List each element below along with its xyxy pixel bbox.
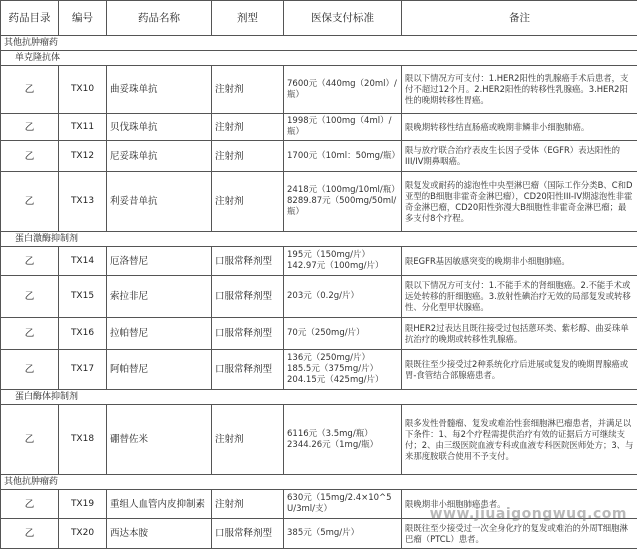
code-cell: TX19 (59, 490, 107, 519)
price-cell (284, 141, 402, 172)
price-line: 1700元（10ml：50mg/瓶） (287, 151, 398, 162)
table-row (1, 114, 637, 141)
header-payment-standard: 医保支付标准 (284, 1, 402, 36)
remarks-cell: 限既往至少接受过一次全身化疗的复发或难治的外周T细胞淋巴瘤（PTCL）患者。 (402, 519, 637, 549)
subsection-title: 单克隆抗体 (1, 51, 637, 66)
table-row (1, 519, 637, 549)
catalog-cell: 乙 (1, 519, 59, 549)
price-line: 2344.26元（1mg/瓶） (287, 440, 398, 451)
catalog-cell: 乙 (1, 276, 59, 318)
dosage-form-cell: 注射剂 (212, 405, 284, 475)
header-drug-name: 药品名称 (107, 1, 212, 36)
price-line: 185.5元（375mg/片） (287, 364, 398, 375)
table-row (1, 350, 637, 390)
price-cell (284, 318, 402, 350)
dosage-form-cell: 口服常释剂型 (212, 276, 284, 318)
dosage-form-cell: 口服常释剂型 (212, 318, 284, 350)
dosage-form-cell: 注射剂 (212, 490, 284, 519)
remarks-cell: 限复发或耐药的滤泡性中央型淋巴瘤（国际工作分类B、C和D亚型的B细胞非霍奇金淋巴瘤），CD20阳性III-IV期滤泡性非霍奇金淋巴瘤，CD20阳性弥漫大B细胞性非霍奇金淋巴瘤；最多支付8个疗程。 (402, 172, 637, 232)
dosage-form-cell: 注射剂 (212, 141, 284, 172)
subsection-title: 蛋白酶体抑制剂 (1, 390, 637, 405)
remarks-cell: 限与放疗联合治疗表皮生长因子受体（EGFR）表达阳性的III/IV期鼻咽癌。 (402, 141, 637, 172)
price-cell (284, 66, 402, 114)
table-row (1, 141, 637, 172)
price-cell (284, 114, 402, 141)
code-cell: TX16 (59, 318, 107, 350)
drug-name-cell: 阿帕替尼 (107, 350, 212, 390)
subsection-row (1, 51, 637, 66)
remarks-cell: 限既往至少接受过2种系统化疗后进展或复发的晚期胃腺癌或胃-食管结合部腺癌患者。 (402, 350, 637, 390)
price-line: 195元（150mg/片） (287, 250, 398, 261)
remarks-cell: 限以下情况方可支付：1.不能手术的肾细胞癌。2.不能手术或远处转移的肝细胞癌。3.放射性碘治疗无效的局部复发或转移性、分化型甲状腺癌。 (402, 276, 637, 318)
section-title: 其他抗肿瘤药 (1, 475, 637, 490)
remarks-cell: 限晚期转移性结直肠癌或晚期非鳞非小细胞肺癌。 (402, 114, 637, 141)
header-catalog: 药品目录 (1, 1, 59, 36)
remarks-cell: 限HER2过表达且既往接受过包括蒽环类、紫杉醇、曲妥珠单抗治疗的晚期或转移性乳腺癌。 (402, 318, 637, 350)
table-row (1, 66, 637, 114)
subsection-title: 蛋白激酶抑制剂 (1, 232, 637, 247)
drug-name-cell: 西达本胺 (107, 519, 212, 549)
code-cell: TX12 (59, 141, 107, 172)
price-cell (284, 350, 402, 390)
table-row (1, 405, 637, 475)
price-line: 385元（5mg/片） (287, 528, 398, 539)
code-cell: TX15 (59, 276, 107, 318)
drug-name-cell: 索拉非尼 (107, 276, 212, 318)
code-cell: TX20 (59, 519, 107, 549)
drug-name-cell: 曲妥珠单抗 (107, 66, 212, 114)
dosage-form-cell: 口服常释剂型 (212, 519, 284, 549)
price-cell (284, 519, 402, 549)
price-cell (284, 172, 402, 232)
code-cell: TX13 (59, 172, 107, 232)
catalog-cell: 乙 (1, 172, 59, 232)
code-cell: TX10 (59, 66, 107, 114)
price-cell (284, 247, 402, 276)
price-line: 1998元（100mg（4ml）/瓶） (287, 116, 398, 138)
price-cell (284, 276, 402, 318)
catalog-cell: 乙 (1, 318, 59, 350)
code-cell: TX14 (59, 247, 107, 276)
section-row (1, 475, 637, 490)
header-code: 编号 (59, 1, 107, 36)
price-line: 630元（15mg/2.4×10^5 U/3ml/支） (287, 493, 398, 515)
drug-name-cell: 厄洛替尼 (107, 247, 212, 276)
dosage-form-cell: 注射剂 (212, 114, 284, 141)
catalog-cell: 乙 (1, 490, 59, 519)
price-line: 142.97元（100mg/片） (287, 261, 398, 272)
price-line: 2418元（100mg/10ml/瓶） (287, 185, 398, 196)
table-row (1, 318, 637, 350)
drug-name-cell: 硼替佐米 (107, 405, 212, 475)
dosage-form-cell: 注射剂 (212, 172, 284, 232)
remarks-cell: 限晚期非小细胞肺癌患者。 (402, 490, 637, 519)
code-cell: TX17 (59, 350, 107, 390)
remarks-cell: 限多发性骨髓瘤、复发或难治性套细胞淋巴瘤患者，并满足以下条件：1、每2个疗程需提供治疗有效的证据后方可继续支付；2、由三级医院血液专科或血液专科医院医师处方；3、与来那度胺联合使用不予支付。 (402, 405, 637, 475)
table-row (1, 276, 637, 318)
header-row (1, 1, 637, 36)
catalog-cell: 乙 (1, 247, 59, 276)
price-cell (284, 405, 402, 475)
price-line: 136元（250mg/片） (287, 353, 398, 364)
section-row (1, 36, 637, 51)
catalog-cell: 乙 (1, 114, 59, 141)
drug-name-cell: 重组人血管内皮抑制素 (107, 490, 212, 519)
watermark: www.jiuaigongwuq.com (430, 506, 627, 522)
catalog-cell: 乙 (1, 141, 59, 172)
price-line: 204.15元（425mg/片） (287, 375, 398, 386)
code-cell: TX11 (59, 114, 107, 141)
table-row (1, 247, 637, 276)
section-title: 其他抗肿瘤药 (1, 36, 637, 51)
price-line: 6116元（3.5mg/瓶） (287, 429, 398, 440)
subsection-row (1, 232, 637, 247)
price-line: 70元（250mg/片） (287, 328, 398, 339)
drug-name-cell: 尼妥珠单抗 (107, 141, 212, 172)
catalog-cell: 乙 (1, 405, 59, 475)
remarks-cell: 限以下情况方可支付：1.HER2阳性的乳腺癌手术后患者，支付不超过12个月。2.HER2阳性的转移性乳腺癌。3.HER2阳性的晚期转移性胃癌。 (402, 66, 637, 114)
price-line: 203元（0.2g/片） (287, 291, 398, 302)
drug-name-cell: 贝伐珠单抗 (107, 114, 212, 141)
header-dosage-form: 剂型 (212, 1, 284, 36)
table-row (1, 172, 637, 232)
price-line: 7600元（440mg（20ml）/瓶） (287, 79, 398, 101)
header-remarks: 备注 (402, 1, 637, 36)
catalog-cell: 乙 (1, 66, 59, 114)
drug-name-cell: 利妥昔单抗 (107, 172, 212, 232)
remarks-cell: 限EGFR基因敏感突变的晚期非小细胞肺癌。 (402, 247, 637, 276)
dosage-form-cell: 口服常释剂型 (212, 350, 284, 390)
price-line: 8289.87元（500mg/50ml/瓶） (287, 196, 398, 218)
price-cell (284, 490, 402, 519)
drug-name-cell: 拉帕替尼 (107, 318, 212, 350)
dosage-form-cell: 注射剂 (212, 66, 284, 114)
catalog-cell: 乙 (1, 350, 59, 390)
code-cell: TX18 (59, 405, 107, 475)
subsection-row (1, 390, 637, 405)
dosage-form-cell: 口服常释剂型 (212, 247, 284, 276)
